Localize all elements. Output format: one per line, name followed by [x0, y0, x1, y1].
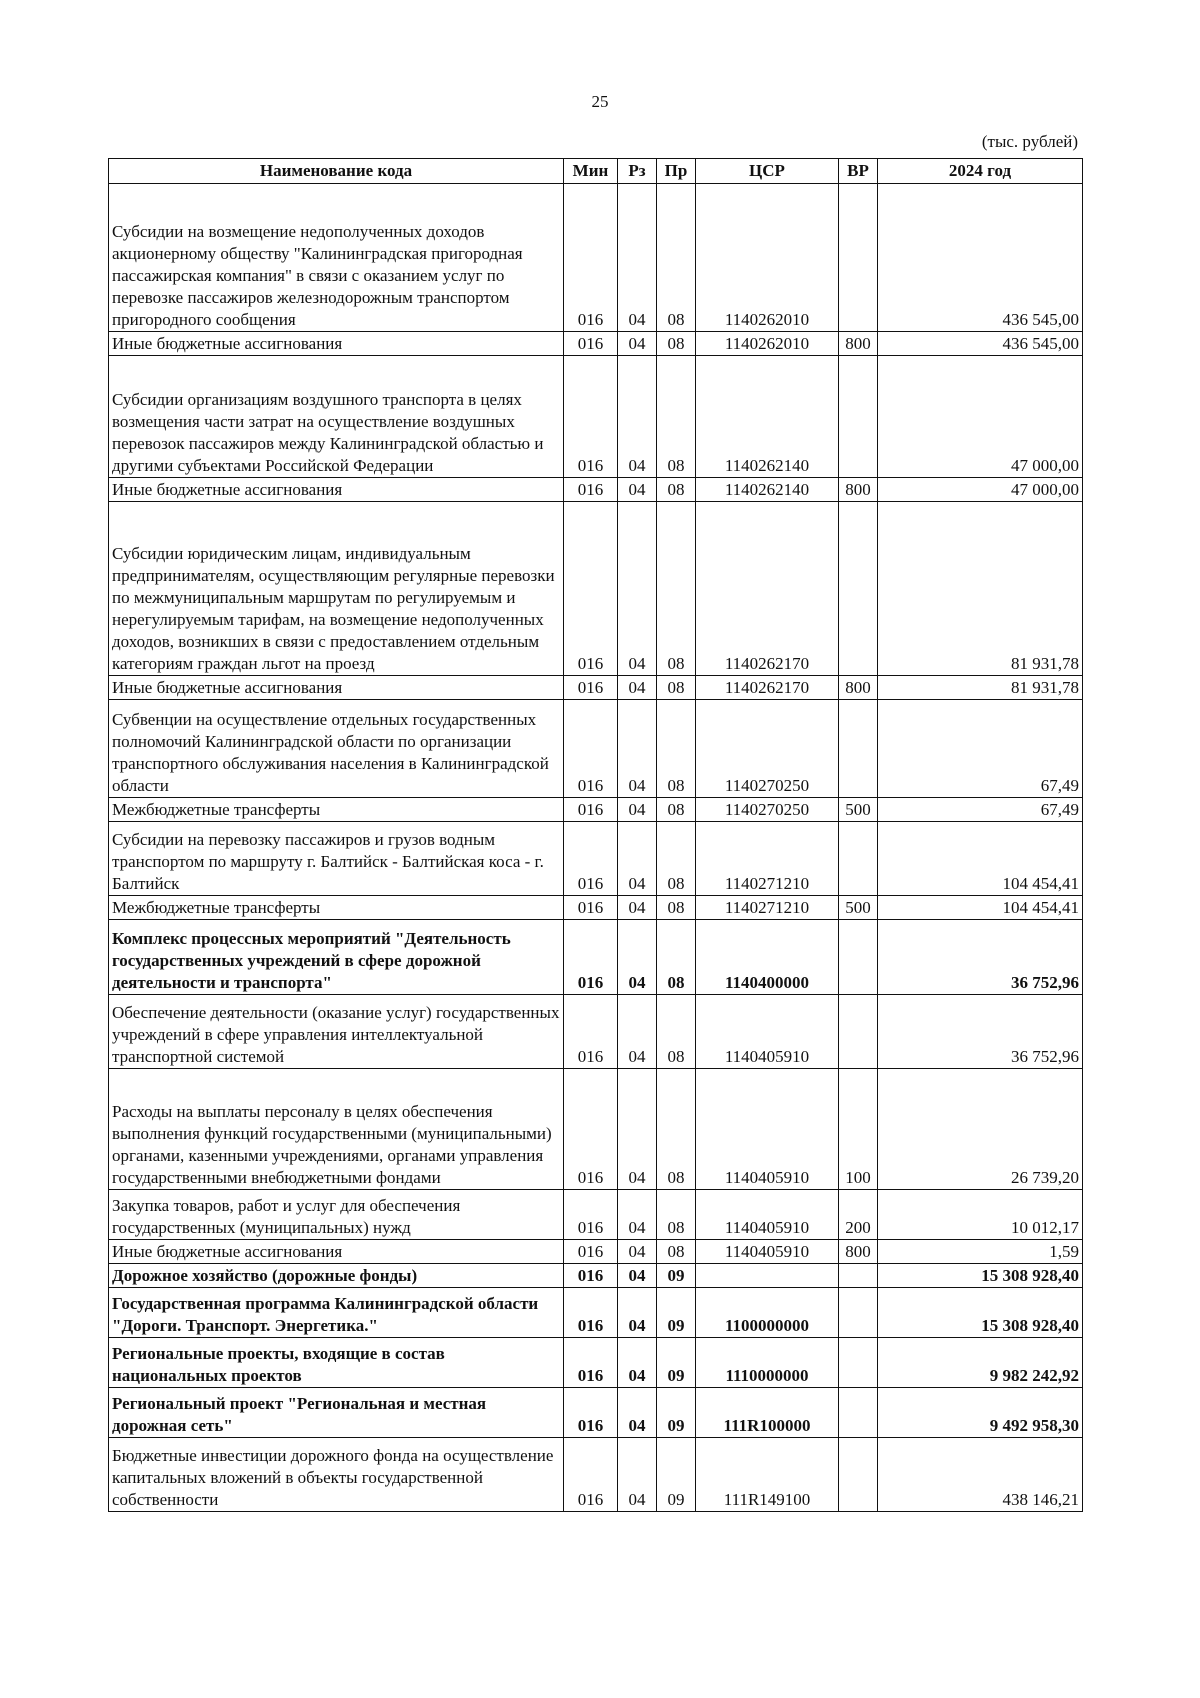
cell-pr: 08	[657, 356, 696, 478]
cell-amount: 81 931,78	[878, 502, 1083, 676]
table-row	[109, 1190, 1083, 1240]
cell-amount: 104 454,41	[878, 896, 1083, 920]
cell-rz: 04	[618, 1069, 657, 1190]
table-row	[109, 1264, 1083, 1288]
cell-vr	[839, 356, 878, 478]
cell-rz: 04	[618, 332, 657, 356]
cell-csr	[696, 1264, 839, 1288]
cell-name: Обеспечение деятельности (оказание услуг) государственных учреждений в сфере управления интеллектуальной транспортной системой	[109, 995, 564, 1069]
cell-name: Субсидии организациям воздушного транспорта в целях возмещения части затрат на осуществление воздушных перевозок пассажиров между Калининградской областью и другими субъектами Российской Федерации	[109, 356, 564, 478]
cell-csr: 1140405910	[696, 1069, 839, 1190]
cell-pr: 08	[657, 1190, 696, 1240]
header-row	[109, 159, 1083, 184]
cell-rz: 04	[618, 1338, 657, 1388]
cell-name: Дорожное хозяйство (дорожные фонды)	[109, 1264, 564, 1288]
cell-amount: 1,59	[878, 1240, 1083, 1264]
cell-csr: 1140271210	[696, 822, 839, 896]
table-row	[109, 1288, 1083, 1338]
cell-amount: 67,49	[878, 798, 1083, 822]
cell-pr: 09	[657, 1264, 696, 1288]
cell-pr: 08	[657, 896, 696, 920]
cell-amount: 67,49	[878, 700, 1083, 798]
cell-pr: 09	[657, 1338, 696, 1388]
cell-pr: 08	[657, 1240, 696, 1264]
col-header-csr: ЦСР	[696, 159, 839, 184]
cell-min: 016	[564, 356, 618, 478]
cell-csr: 1140262010	[696, 184, 839, 332]
cell-min: 016	[564, 184, 618, 332]
cell-pr: 08	[657, 502, 696, 676]
cell-vr	[839, 822, 878, 896]
cell-name: Иные бюджетные ассигнования	[109, 676, 564, 700]
cell-name: Субсидии на возмещение недополученных доходов акционерному обществу "Калининградская пригородная пассажирская компания" в связи с оказанием услуг по перевозке пассажиров железнодорожным транспортом пригородного сообщения	[109, 184, 564, 332]
cell-pr: 08	[657, 995, 696, 1069]
cell-min: 016	[564, 676, 618, 700]
cell-name: Региональный проект "Региональная и местная дорожная сеть"	[109, 1388, 564, 1438]
cell-csr: 1140405910	[696, 1240, 839, 1264]
table-row	[109, 502, 1083, 676]
table-row	[109, 676, 1083, 700]
cell-csr: 1140400000	[696, 920, 839, 995]
cell-rz: 04	[618, 478, 657, 502]
cell-min: 016	[564, 798, 618, 822]
col-header-min: Мин	[564, 159, 618, 184]
cell-name: Межбюджетные трансферты	[109, 798, 564, 822]
table-row	[109, 478, 1083, 502]
table-row	[109, 920, 1083, 995]
cell-rz: 04	[618, 356, 657, 478]
cell-vr	[839, 1438, 878, 1512]
cell-name: Закупка товаров, работ и услуг для обеспечения государственных (муниципальных) нужд	[109, 1190, 564, 1240]
cell-name: Государственная программа Калининградской области "Дороги. Транспорт. Энергетика."	[109, 1288, 564, 1338]
cell-csr: 1140270250	[696, 798, 839, 822]
cell-pr: 09	[657, 1388, 696, 1438]
units-label: (тыс. рублей)	[981, 132, 1078, 151]
cell-min: 016	[564, 896, 618, 920]
cell-vr: 800	[839, 1240, 878, 1264]
cell-rz: 04	[618, 1288, 657, 1338]
cell-vr	[839, 1338, 878, 1388]
cell-name: Межбюджетные трансферты	[109, 896, 564, 920]
cell-vr	[839, 1288, 878, 1338]
table-row	[109, 995, 1083, 1069]
cell-vr: 500	[839, 798, 878, 822]
cell-vr: 100	[839, 1069, 878, 1190]
cell-amount: 436 545,00	[878, 184, 1083, 332]
cell-name: Комплекс процессных мероприятий "Деятельность государственных учреждений в сфере дорожной деятельности и транспорта"	[109, 920, 564, 995]
cell-csr: 1140270250	[696, 700, 839, 798]
cell-amount: 47 000,00	[878, 356, 1083, 478]
table-row	[109, 332, 1083, 356]
cell-pr: 08	[657, 700, 696, 798]
cell-min: 016	[564, 1388, 618, 1438]
col-header-name: Наименование кода	[109, 159, 564, 184]
cell-amount: 47 000,00	[878, 478, 1083, 502]
table-row	[109, 822, 1083, 896]
cell-rz: 04	[618, 1388, 657, 1438]
cell-vr	[839, 995, 878, 1069]
cell-min: 016	[564, 332, 618, 356]
cell-amount: 36 752,96	[878, 995, 1083, 1069]
cell-csr: 1140262140	[696, 356, 839, 478]
cell-name: Субсидии юридическим лицам, индивидуальным предпринимателям, осуществляющим регулярные перевозки по межмуниципальным маршрутам по регулируемым и нерегулируемым тарифам, на возмещение недополученных доходов, возникших в связи с предоставлением отдельным категориям граждан льгот на проезд	[109, 502, 564, 676]
cell-name: Бюджетные инвестиции дорожного фонда на осуществление капитальных вложений в объекты государственной собственности	[109, 1438, 564, 1512]
cell-min: 016	[564, 700, 618, 798]
cell-csr: 1140262010	[696, 332, 839, 356]
cell-min: 016	[564, 502, 618, 676]
budget-table	[108, 158, 1083, 1512]
cell-csr: 1140262140	[696, 478, 839, 502]
table-row	[109, 1438, 1083, 1512]
cell-csr: 1140405910	[696, 1190, 839, 1240]
table-row	[109, 896, 1083, 920]
cell-pr: 08	[657, 676, 696, 700]
cell-min: 016	[564, 1264, 618, 1288]
cell-name: Расходы на выплаты персоналу в целях обеспечения выполнения функций государственными (муниципальными) органами, казенными учреждениями, органами управления государственными внебюджетными фондами	[109, 1069, 564, 1190]
cell-name: Субвенции на осуществление отдельных государственных полномочий Калининградской области по организации транспортного обслуживания населения в Калининградской области	[109, 700, 564, 798]
cell-rz: 04	[618, 700, 657, 798]
cell-pr: 08	[657, 920, 696, 995]
cell-amount: 438 146,21	[878, 1438, 1083, 1512]
cell-vr	[839, 184, 878, 332]
cell-rz: 04	[618, 995, 657, 1069]
cell-rz: 04	[618, 798, 657, 822]
cell-rz: 04	[618, 184, 657, 332]
cell-rz: 04	[618, 502, 657, 676]
cell-pr: 08	[657, 184, 696, 332]
cell-pr: 08	[657, 822, 696, 896]
cell-min: 016	[564, 995, 618, 1069]
cell-name: Иные бюджетные ассигнования	[109, 1240, 564, 1264]
cell-min: 016	[564, 822, 618, 896]
cell-vr: 800	[839, 332, 878, 356]
cell-min: 016	[564, 1190, 618, 1240]
cell-min: 016	[564, 1338, 618, 1388]
table-row	[109, 700, 1083, 798]
cell-csr: 1140271210	[696, 896, 839, 920]
cell-amount: 15 308 928,40	[878, 1288, 1083, 1338]
cell-vr: 500	[839, 896, 878, 920]
cell-rz: 04	[618, 920, 657, 995]
cell-name: Региональные проекты, входящие в состав национальных проектов	[109, 1338, 564, 1388]
cell-rz: 04	[618, 896, 657, 920]
col-header-amount: 2024 год	[878, 159, 1083, 184]
table-row	[109, 1338, 1083, 1388]
cell-vr	[839, 502, 878, 676]
cell-min: 016	[564, 1240, 618, 1264]
col-header-vr: ВР	[839, 159, 878, 184]
cell-rz: 04	[618, 1264, 657, 1288]
cell-vr: 800	[839, 478, 878, 502]
cell-rz: 04	[618, 1240, 657, 1264]
cell-name: Иные бюджетные ассигнования	[109, 332, 564, 356]
cell-min: 016	[564, 1438, 618, 1512]
cell-amount: 436 545,00	[878, 332, 1083, 356]
cell-amount: 104 454,41	[878, 822, 1083, 896]
col-header-pr: Пр	[657, 159, 696, 184]
cell-csr: 111R100000	[696, 1388, 839, 1438]
cell-pr: 09	[657, 1288, 696, 1338]
table-row	[109, 356, 1083, 478]
cell-csr: 1140262170	[696, 676, 839, 700]
cell-min: 016	[564, 1069, 618, 1190]
cell-vr	[839, 920, 878, 995]
table-row	[109, 1388, 1083, 1438]
cell-csr: 111R149100	[696, 1438, 839, 1512]
cell-vr: 200	[839, 1190, 878, 1240]
cell-amount: 26 739,20	[878, 1069, 1083, 1190]
table-row	[109, 1240, 1083, 1264]
cell-vr: 800	[839, 676, 878, 700]
cell-amount: 36 752,96	[878, 920, 1083, 995]
page-number: 25	[591, 92, 609, 111]
cell-amount: 9 982 242,92	[878, 1338, 1083, 1388]
cell-csr: 1140405910	[696, 995, 839, 1069]
cell-min: 016	[564, 920, 618, 995]
table-row	[109, 184, 1083, 332]
col-header-rz: Рз	[618, 159, 657, 184]
cell-rz: 04	[618, 1438, 657, 1512]
cell-csr: 1110000000	[696, 1338, 839, 1388]
cell-vr	[839, 1388, 878, 1438]
cell-name: Иные бюджетные ассигнования	[109, 478, 564, 502]
cell-csr: 1140262170	[696, 502, 839, 676]
cell-pr: 09	[657, 1438, 696, 1512]
cell-min: 016	[564, 478, 618, 502]
cell-min: 016	[564, 1288, 618, 1338]
cell-amount: 15 308 928,40	[878, 1264, 1083, 1288]
cell-pr: 08	[657, 332, 696, 356]
table-row	[109, 798, 1083, 822]
cell-rz: 04	[618, 676, 657, 700]
cell-pr: 08	[657, 798, 696, 822]
cell-rz: 04	[618, 1190, 657, 1240]
cell-name: Субсидии на перевозку пассажиров и грузов водным транспортом по маршруту г. Балтийск - Балтийская коса - г. Балтийск	[109, 822, 564, 896]
cell-amount: 81 931,78	[878, 676, 1083, 700]
cell-amount: 10 012,17	[878, 1190, 1083, 1240]
cell-pr: 08	[657, 478, 696, 502]
cell-csr: 1100000000	[696, 1288, 839, 1338]
cell-pr: 08	[657, 1069, 696, 1190]
cell-amount: 9 492 958,30	[878, 1388, 1083, 1438]
cell-rz: 04	[618, 822, 657, 896]
cell-vr	[839, 1264, 878, 1288]
cell-vr	[839, 700, 878, 798]
table-row	[109, 1069, 1083, 1190]
